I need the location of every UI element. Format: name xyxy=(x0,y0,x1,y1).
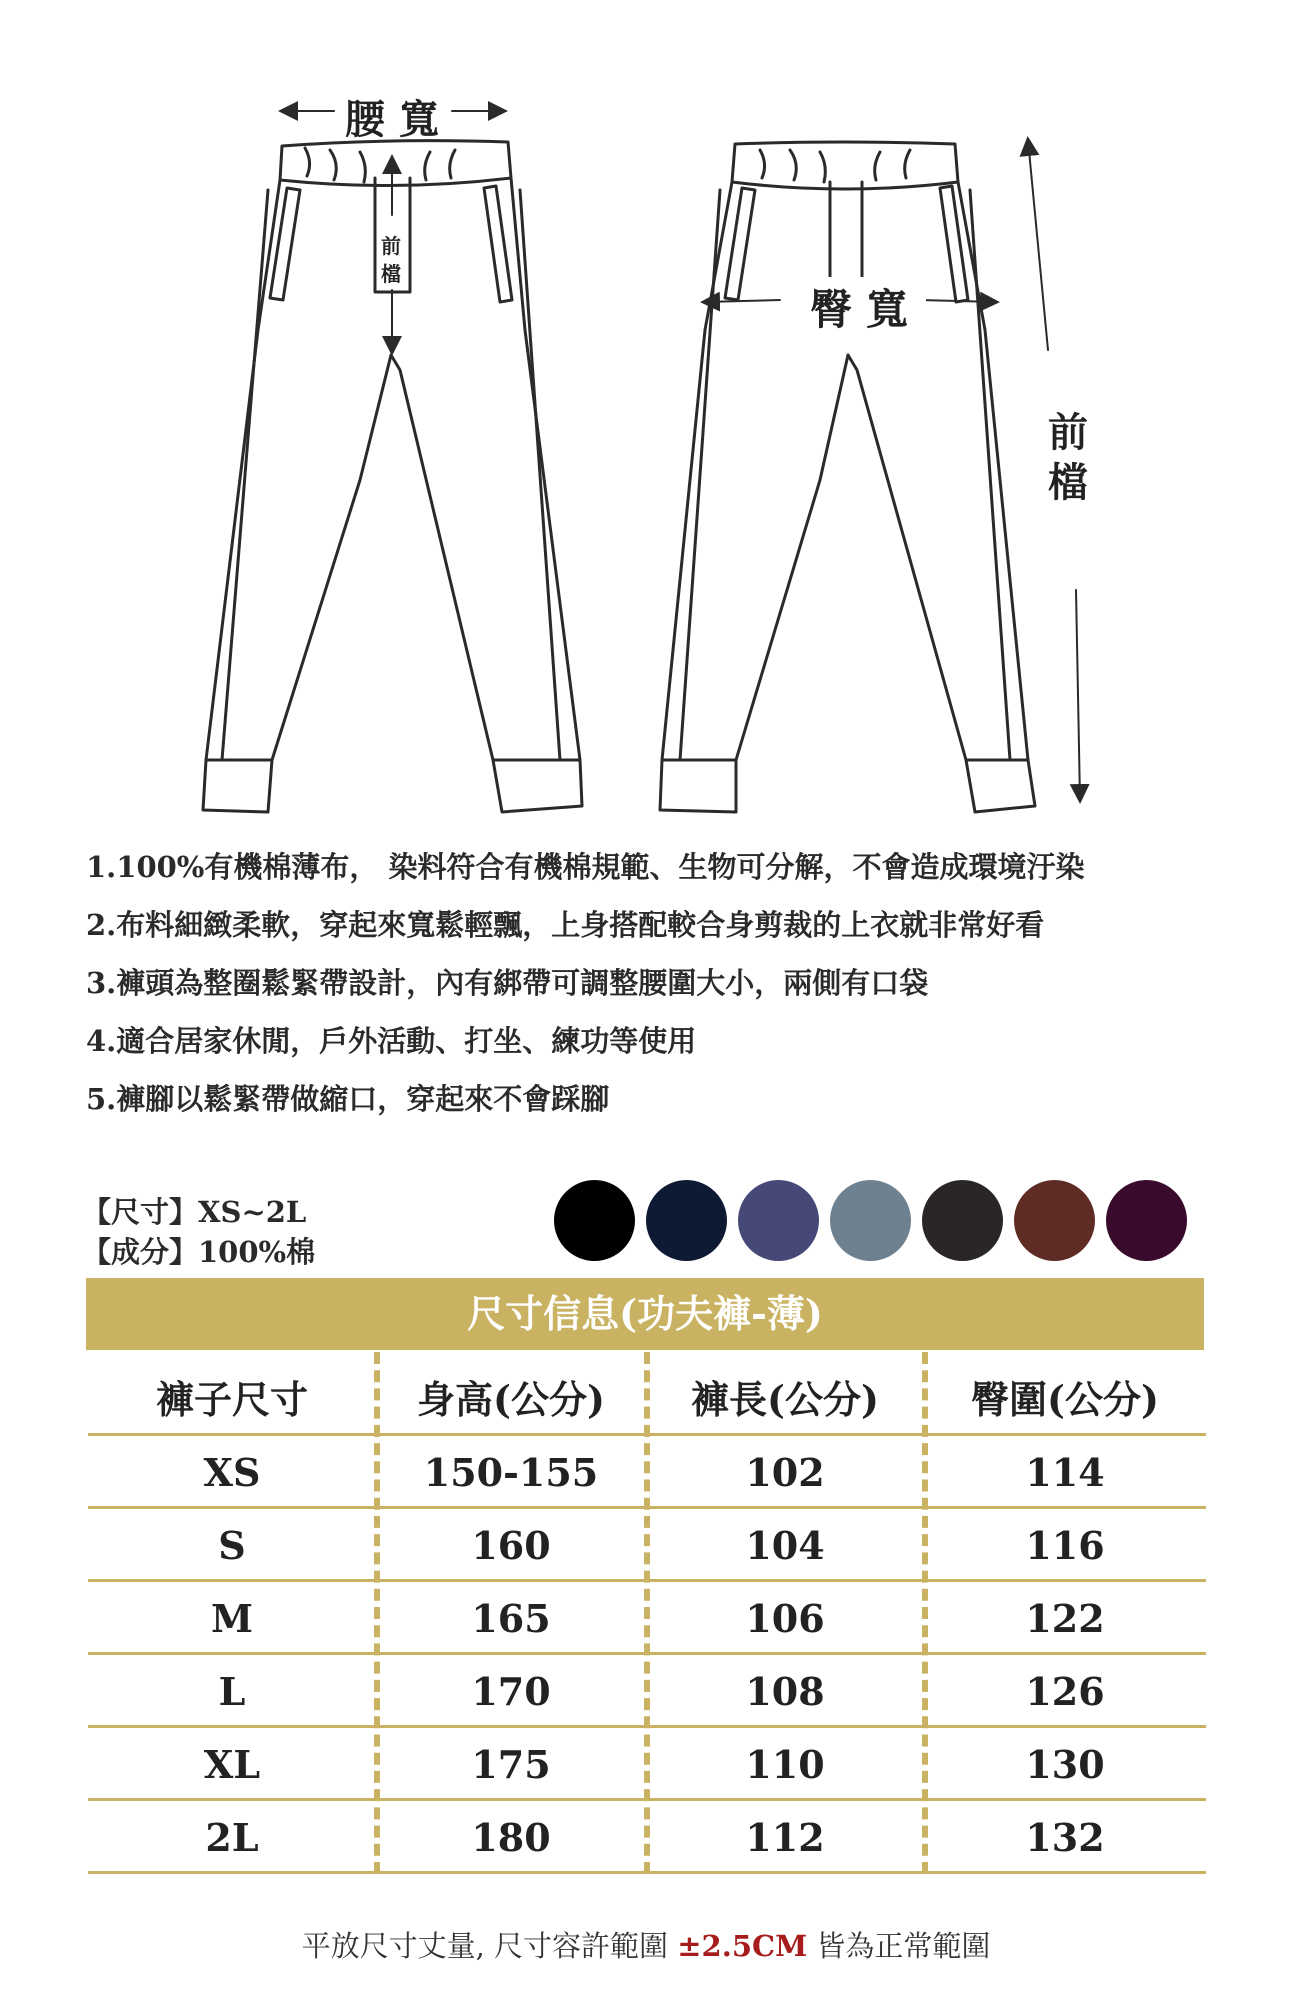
table-cell: 114 xyxy=(1025,1450,1105,1495)
table-cell: 104 xyxy=(745,1523,825,1568)
table-cell: S xyxy=(218,1523,246,1568)
table-cell: 175 xyxy=(471,1742,551,1787)
back-pants-outline xyxy=(660,140,1080,812)
column-divider xyxy=(644,1352,650,1874)
table-cell: 170 xyxy=(471,1669,551,1714)
table-header-cell: 褲長(公分) xyxy=(691,1377,879,1422)
table-header-cell: 褲子尺寸 xyxy=(155,1377,308,1422)
table-cell: 112 xyxy=(745,1815,825,1860)
table-cell: 132 xyxy=(1025,1815,1105,1860)
color-swatches xyxy=(554,1180,1187,1261)
column-divider xyxy=(922,1352,928,1874)
note-text: 皆為正常範圍 xyxy=(807,1929,991,1963)
note-text: 平放尺寸丈量, 尺寸容許範圍 xyxy=(301,1929,678,1963)
tolerance-value: ±2.5CM xyxy=(677,1929,808,1963)
column-divider xyxy=(374,1352,380,1874)
front-rise-label: 前檔 xyxy=(1048,409,1088,506)
measurement-note xyxy=(0,1924,1292,1965)
feature-item: 2.布料細緻柔軟，穿起來寬鬆輕飄，上身搭配較合身剪裁的上衣就非常好看 xyxy=(86,908,1045,942)
color-swatch[interactable] xyxy=(554,1180,635,1261)
color-swatch[interactable] xyxy=(1014,1180,1095,1261)
table-cell: 126 xyxy=(1025,1669,1105,1714)
feature-item: 1.100%有機棉薄布， 染料符合有機棉規範、生物可分解，不會造成環境汙染 xyxy=(86,850,1085,884)
table-cell: 150-155 xyxy=(423,1450,599,1495)
table-cell: 130 xyxy=(1025,1742,1105,1787)
table-cell: 180 xyxy=(471,1815,551,1860)
color-swatch[interactable] xyxy=(738,1180,819,1261)
table-cell: 160 xyxy=(471,1523,551,1568)
size-table xyxy=(88,1352,1206,1874)
table-cell: 122 xyxy=(1025,1596,1105,1641)
color-swatch[interactable] xyxy=(922,1180,1003,1261)
table-cell: 110 xyxy=(745,1742,825,1787)
size-range: 【尺寸】XS~2L xyxy=(82,1195,307,1229)
pants-line-drawing xyxy=(0,0,1292,830)
waist-width-label: 腰寬 xyxy=(345,96,453,143)
table-cell: M xyxy=(210,1596,254,1641)
table-header-cell: 身高(公分) xyxy=(417,1377,605,1422)
table-cell: 102 xyxy=(745,1450,825,1495)
table-cell: 165 xyxy=(471,1596,551,1641)
feature-item: 3.褲頭為整圈鬆緊帶設計，內有綁帶可調整腰圍大小，兩側有口袋 xyxy=(86,966,929,1000)
feature-item: 4.適合居家休閒，戶外活動、打坐、練功等使用 xyxy=(86,1024,697,1058)
front-rise-label-small: 前檔 xyxy=(381,234,401,286)
color-swatch[interactable] xyxy=(830,1180,911,1261)
table-cell: 2L xyxy=(205,1815,259,1860)
feature-item: 5.褲腳以鬆緊帶做縮口，穿起來不會踩腳 xyxy=(86,1082,610,1116)
table-cell: 116 xyxy=(1025,1523,1105,1568)
table-cell: XS xyxy=(203,1450,261,1495)
color-swatch[interactable] xyxy=(646,1180,727,1261)
table-cell: L xyxy=(218,1669,246,1714)
hip-width-label: 臀寬 xyxy=(806,277,926,337)
size-table-title: 尺寸信息(功夫褲-薄) xyxy=(86,1278,1204,1350)
table-cell: XL xyxy=(203,1742,261,1787)
spec-block xyxy=(82,1192,315,1272)
pants-diagram xyxy=(0,0,1292,830)
table-header-cell: 臀圍(公分) xyxy=(971,1377,1159,1422)
feature-list xyxy=(86,838,1236,1128)
table-cell: 106 xyxy=(745,1596,825,1641)
material: 【成分】100%棉 xyxy=(82,1235,316,1269)
table-cell: 108 xyxy=(745,1669,825,1714)
color-swatch[interactable] xyxy=(1106,1180,1187,1261)
